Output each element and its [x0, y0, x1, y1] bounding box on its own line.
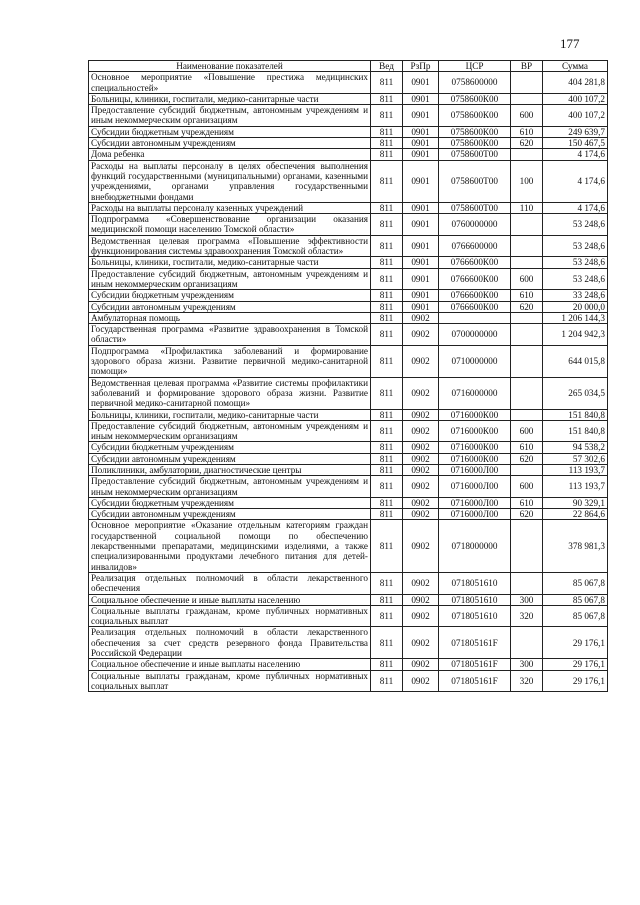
row-ved: 811	[371, 72, 403, 94]
row-ved: 811	[371, 509, 403, 520]
row-ved: 811	[371, 324, 403, 346]
row-rzpr: 0901	[403, 160, 439, 202]
row-rzpr: 0902	[403, 312, 439, 323]
row-rzpr: 0902	[403, 377, 439, 409]
row-sum: 113 193,7	[543, 476, 608, 498]
row-rzpr: 0902	[403, 464, 439, 475]
row-vr	[511, 312, 543, 323]
row-csr: 0710000000	[439, 345, 511, 377]
row-csr: 0758600К00	[439, 138, 511, 149]
row-rzpr: 0902	[403, 594, 439, 605]
row-vr: 620	[511, 453, 543, 464]
row-rzpr: 0901	[403, 268, 439, 290]
table-row	[89, 290, 608, 301]
row-ved: 811	[371, 442, 403, 453]
row-name: Дома ребенка	[89, 149, 371, 160]
table-row	[89, 312, 608, 323]
row-ved: 811	[371, 605, 403, 627]
row-rzpr: 0902	[403, 497, 439, 508]
row-csr: 0718051610	[439, 572, 511, 594]
table-row	[89, 257, 608, 268]
row-ved: 811	[371, 594, 403, 605]
row-sum: 85 067,8	[543, 594, 608, 605]
table-row	[89, 105, 608, 127]
row-ved: 811	[371, 202, 403, 213]
row-rzpr: 0902	[403, 442, 439, 453]
row-ved: 811	[371, 464, 403, 475]
row-rzpr: 0901	[403, 214, 439, 236]
header-vr: ВР	[511, 61, 543, 72]
row-name: Предоставление субсидий бюджетным, автономным учреждениям и иным некоммерческим организациям	[89, 105, 371, 127]
row-rzpr: 0901	[403, 149, 439, 160]
row-name: Ведомственная целевая программа «Повышение эффективности функционирования системы здравоохранения Томской области»	[89, 235, 371, 257]
row-ved: 811	[371, 126, 403, 137]
table-row	[89, 301, 608, 312]
row-sum: 400 107,2	[543, 105, 608, 127]
table-row	[89, 594, 608, 605]
row-rzpr: 0902	[403, 520, 439, 572]
table-header-row	[89, 61, 608, 72]
table-row	[89, 235, 608, 257]
row-ved: 811	[371, 627, 403, 659]
row-ved: 811	[371, 290, 403, 301]
row-name: Субсидии бюджетным учреждениям	[89, 290, 371, 301]
row-ved: 811	[371, 149, 403, 160]
row-ved: 811	[371, 214, 403, 236]
row-vr: 320	[511, 605, 543, 627]
row-rzpr: 0901	[403, 301, 439, 312]
row-sum: 53 248,6	[543, 214, 608, 236]
row-name: Государственная программа «Развитие здравоохранения в Томской области»	[89, 324, 371, 346]
table-row	[89, 509, 608, 520]
row-rzpr: 0901	[403, 202, 439, 213]
row-rzpr: 0902	[403, 670, 439, 692]
row-csr: 0758600Т00	[439, 149, 511, 160]
row-vr: 610	[511, 497, 543, 508]
budget-table	[88, 60, 608, 692]
table-row	[89, 138, 608, 149]
row-csr: 0758600К00	[439, 93, 511, 104]
row-name: Субсидии бюджетным учреждениям	[89, 442, 371, 453]
row-csr: 0716000Л00	[439, 464, 511, 475]
row-sum: 22 864,6	[543, 509, 608, 520]
row-ved: 811	[371, 453, 403, 464]
row-sum: 265 034,5	[543, 377, 608, 409]
row-name: Больницы, клиники, госпитали, медико-санитарные части	[89, 93, 371, 104]
row-vr	[511, 235, 543, 257]
row-vr: 610	[511, 126, 543, 137]
row-vr: 600	[511, 420, 543, 442]
table-row	[89, 420, 608, 442]
row-name: Больницы, клиники, госпитали, медико-санитарные части	[89, 257, 371, 268]
row-name: Социальное обеспечение и иные выплаты населению	[89, 659, 371, 670]
row-sum: 400 107,2	[543, 93, 608, 104]
row-name: Социальные выплаты гражданам, кроме публичных нормативных социальных выплат	[89, 605, 371, 627]
row-ved: 811	[371, 572, 403, 594]
row-name: Ведомственная целевая программа «Развитие системы профилактики заболеваний и формирование здорового образа жизни. Развитие первичной медико-санитарной помощи»	[89, 377, 371, 409]
row-vr	[511, 572, 543, 594]
table-row	[89, 126, 608, 137]
row-name: Предоставление субсидий бюджетным, автономным учреждениям и иным некоммерческим организациям	[89, 268, 371, 290]
row-ved: 811	[371, 659, 403, 670]
row-csr: 0716000К00	[439, 442, 511, 453]
row-rzpr: 0901	[403, 72, 439, 94]
row-vr: 620	[511, 138, 543, 149]
row-sum: 151 840,8	[543, 409, 608, 420]
row-name: Амбулаторная помощь	[89, 312, 371, 323]
table-row	[89, 345, 608, 377]
table-row	[89, 268, 608, 290]
row-sum: 53 248,6	[543, 257, 608, 268]
header-ved: Вед	[371, 61, 403, 72]
header-rzpr: РзПр	[403, 61, 439, 72]
row-name: Субсидии бюджетным учреждениям	[89, 126, 371, 137]
row-ved: 811	[371, 160, 403, 202]
row-rzpr: 0901	[403, 138, 439, 149]
row-ved: 811	[371, 235, 403, 257]
table-row	[89, 377, 608, 409]
row-sum: 113 193,7	[543, 464, 608, 475]
row-csr: 0716000Л00	[439, 476, 511, 498]
row-rzpr: 0902	[403, 345, 439, 377]
row-vr	[511, 214, 543, 236]
page-number: 177	[560, 36, 580, 51]
row-ved: 811	[371, 670, 403, 692]
table-row	[89, 520, 608, 572]
row-vr: 600	[511, 105, 543, 127]
row-vr	[511, 257, 543, 268]
row-name: Субсидии автономным учреждениям	[89, 453, 371, 464]
row-name: Субсидии автономным учреждениям	[89, 138, 371, 149]
row-vr	[511, 627, 543, 659]
row-ved: 811	[371, 93, 403, 104]
table-row	[89, 453, 608, 464]
row-name: Подпрограмма «Совершенствование организации оказания медицинской помощи населению Томской области»	[89, 214, 371, 236]
row-rzpr: 0902	[403, 509, 439, 520]
row-vr: 600	[511, 268, 543, 290]
table-row	[89, 572, 608, 594]
header-sum: Сумма	[543, 61, 608, 72]
row-csr: 0716000К00	[439, 453, 511, 464]
row-vr	[511, 149, 543, 160]
table-row	[89, 605, 608, 627]
row-sum: 404 281,8	[543, 72, 608, 94]
row-sum: 53 248,6	[543, 268, 608, 290]
row-ved: 811	[371, 476, 403, 498]
row-sum: 29 176,1	[543, 659, 608, 670]
row-rzpr: 0901	[403, 257, 439, 268]
table-row	[89, 93, 608, 104]
row-sum: 85 067,8	[543, 572, 608, 594]
row-csr: 0758600К00	[439, 126, 511, 137]
row-ved: 811	[371, 377, 403, 409]
row-name: Субсидии автономным учреждениям	[89, 509, 371, 520]
row-sum: 90 329,1	[543, 497, 608, 508]
row-csr	[439, 312, 511, 323]
row-ved: 811	[371, 257, 403, 268]
row-sum: 4 174,6	[543, 160, 608, 202]
table-row	[89, 627, 608, 659]
row-ved: 811	[371, 268, 403, 290]
row-name: Расходы на выплаты персоналу в целях обеспечения выполнения функций государственными (муниципальными) органами, казенными учреждениями, органами управления государственными внебюджетными фондами	[89, 160, 371, 202]
row-vr	[511, 520, 543, 572]
row-csr: 0760000000	[439, 214, 511, 236]
row-csr: 0766600К00	[439, 257, 511, 268]
table-row	[89, 659, 608, 670]
row-rzpr: 0902	[403, 420, 439, 442]
row-vr	[511, 345, 543, 377]
row-csr: 0766600К00	[439, 268, 511, 290]
row-name: Реализация отдельных полномочий в области лекарственного обеспечения за счет средств резервного фонда Правительства Российской Федерации	[89, 627, 371, 659]
row-vr: 300	[511, 659, 543, 670]
row-vr: 110	[511, 202, 543, 213]
row-vr: 100	[511, 160, 543, 202]
row-ved: 811	[371, 105, 403, 127]
row-csr: 0716000К00	[439, 420, 511, 442]
row-sum: 378 981,3	[543, 520, 608, 572]
row-name: Предоставление субсидий бюджетным, автономным учреждениям и иным некоммерческим организациям	[89, 420, 371, 442]
row-name: Предоставление субсидий бюджетным, автономным учреждениям и иным некоммерческим организациям	[89, 476, 371, 498]
row-sum: 249 639,7	[543, 126, 608, 137]
row-rzpr: 0902	[403, 659, 439, 670]
row-rzpr: 0901	[403, 290, 439, 301]
row-sum: 20 000,0	[543, 301, 608, 312]
row-sum: 150 467,5	[543, 138, 608, 149]
row-vr: 620	[511, 509, 543, 520]
row-csr: 0700000000	[439, 324, 511, 346]
row-csr: 0766600000	[439, 235, 511, 257]
table-row	[89, 72, 608, 94]
row-csr: 0716000К00	[439, 409, 511, 420]
row-name: Больницы, клиники, госпитали, медико-санитарные части	[89, 409, 371, 420]
row-ved: 811	[371, 301, 403, 312]
row-rzpr: 0902	[403, 605, 439, 627]
row-sum: 94 538,2	[543, 442, 608, 453]
row-vr: 610	[511, 442, 543, 453]
table-row	[89, 324, 608, 346]
row-csr: 0718051610	[439, 594, 511, 605]
row-sum: 151 840,8	[543, 420, 608, 442]
row-rzpr: 0902	[403, 453, 439, 464]
table-row	[89, 160, 608, 202]
row-csr: 0766600К00	[439, 290, 511, 301]
row-rzpr: 0901	[403, 126, 439, 137]
row-csr: 0758600000	[439, 72, 511, 94]
row-ved: 811	[371, 420, 403, 442]
row-vr: 320	[511, 670, 543, 692]
row-name: Социальное обеспечение и иные выплаты населению	[89, 594, 371, 605]
row-sum: 33 248,6	[543, 290, 608, 301]
table-row	[89, 409, 608, 420]
row-sum: 644 015,8	[543, 345, 608, 377]
row-name: Подпрограмма «Профилактика заболеваний и формирование здорового образа жизни. Развитие первичной медико-санитарной помощи»	[89, 345, 371, 377]
row-vr	[511, 464, 543, 475]
table-row	[89, 464, 608, 475]
row-sum: 29 176,1	[543, 627, 608, 659]
table-body	[89, 72, 608, 692]
row-ved: 811	[371, 138, 403, 149]
row-csr: 0716000Л00	[439, 509, 511, 520]
row-ved: 811	[371, 520, 403, 572]
row-csr: 0758600Т00	[439, 202, 511, 213]
row-vr	[511, 377, 543, 409]
row-vr: 300	[511, 594, 543, 605]
row-csr: 0718051610	[439, 605, 511, 627]
row-sum: 1 206 144,3	[543, 312, 608, 323]
row-csr: 071805161F	[439, 670, 511, 692]
row-sum: 1 204 942,3	[543, 324, 608, 346]
row-csr: 0716000000	[439, 377, 511, 409]
table-row	[89, 149, 608, 160]
row-vr	[511, 72, 543, 94]
row-csr: 0716000Л00	[439, 497, 511, 508]
row-vr: 610	[511, 290, 543, 301]
row-name: Поликлиники, амбулатории, диагностические центры	[89, 464, 371, 475]
row-csr: 0758600К00	[439, 105, 511, 127]
row-sum: 29 176,1	[543, 670, 608, 692]
row-sum: 85 067,8	[543, 605, 608, 627]
row-rzpr: 0902	[403, 324, 439, 346]
row-vr	[511, 93, 543, 104]
row-name: Расходы на выплаты персоналу казенных учреждений	[89, 202, 371, 213]
table-row	[89, 442, 608, 453]
row-sum: 53 248,6	[543, 235, 608, 257]
row-rzpr: 0902	[403, 476, 439, 498]
header-csr: ЦСР	[439, 61, 511, 72]
row-name: Основное мероприятие «Оказание отдельным категориям граждан государственной социальной помощи по обеспечению лекарственными препаратами, медицинскими изделиями, а также специализированными продуктами лечебного питания для детей-инвалидов»	[89, 520, 371, 572]
row-name: Основное мероприятие «Повышение престижа медицинских специальностей»	[89, 72, 371, 94]
row-rzpr: 0901	[403, 105, 439, 127]
row-rzpr: 0901	[403, 93, 439, 104]
row-sum: 57 302,6	[543, 453, 608, 464]
table-row	[89, 476, 608, 498]
row-vr	[511, 324, 543, 346]
row-csr: 0766600К00	[439, 301, 511, 312]
row-rzpr: 0901	[403, 235, 439, 257]
row-rzpr: 0902	[403, 409, 439, 420]
row-name: Субсидии автономным учреждениям	[89, 301, 371, 312]
row-rzpr: 0902	[403, 627, 439, 659]
table-row	[89, 202, 608, 213]
row-vr: 600	[511, 476, 543, 498]
row-csr: 071805161F	[439, 627, 511, 659]
row-name: Субсидии бюджетным учреждениям	[89, 497, 371, 508]
row-ved: 811	[371, 409, 403, 420]
row-csr: 0758600Т00	[439, 160, 511, 202]
row-ved: 811	[371, 312, 403, 323]
row-sum: 4 174,6	[543, 202, 608, 213]
row-csr: 0718000000	[439, 520, 511, 572]
table-row	[89, 214, 608, 236]
row-rzpr: 0902	[403, 572, 439, 594]
table-row	[89, 497, 608, 508]
row-sum: 4 174,6	[543, 149, 608, 160]
table-row	[89, 670, 608, 692]
row-csr: 071805161F	[439, 659, 511, 670]
row-ved: 811	[371, 345, 403, 377]
row-ved: 811	[371, 497, 403, 508]
header-name: Наименование показателей	[89, 61, 371, 72]
row-name: Реализация отдельных полномочий в области лекарственного обеспечения	[89, 572, 371, 594]
row-vr: 620	[511, 301, 543, 312]
row-name: Социальные выплаты гражданам, кроме публичных нормативных социальных выплат	[89, 670, 371, 692]
row-vr	[511, 409, 543, 420]
